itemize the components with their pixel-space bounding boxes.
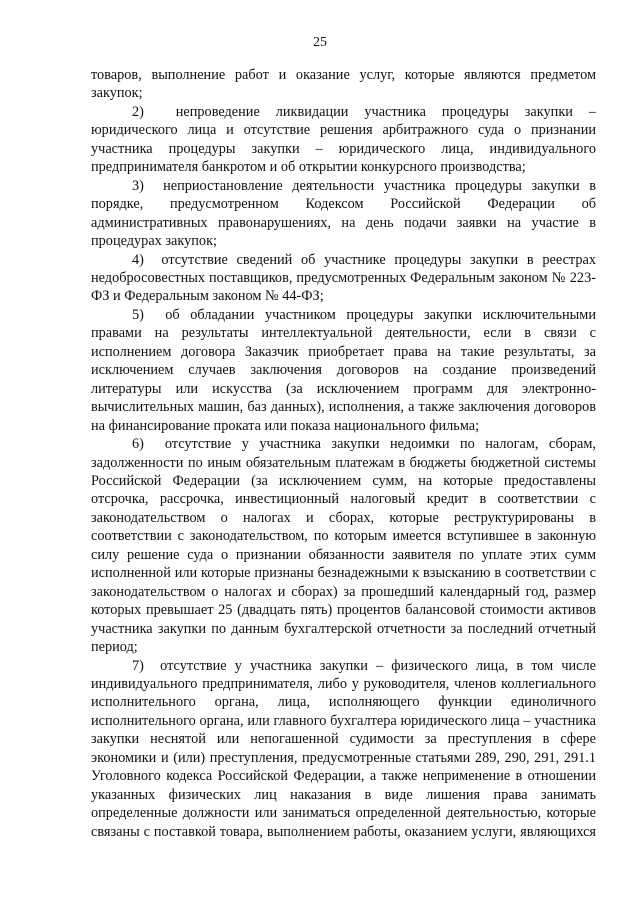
list-item-6: 6) отсутствие у участника закупки недоимки по налогам, сборам, задолженности по иным обязательным платежам в бюджеты бюджетной системы Российской Федерации (за исключением сумм, на которые предоставлены отсрочка, рассрочка, инвестиционный налоговый кредит в соответствии с законодательством о налогах и сборах, которые реструктурированы в соответствии с законодательством, по которым имеется вступившее в законную силу решение суда о признании обязанности заявителя по уплате этих сумм исполненной или которые признаны безнадежными к взысканию в соответствии с законодательством о налогах и сборах) за прошедший календарный год, размер которых превышает 25 (двадцать пять) процентов балансовой стоимости активов участника закупки по данным бухгалтерской отчетности за последний отчетный период; <box>91 436 596 656</box>
list-item-4: 4) отсутствие сведений об участнике процедуры закупки в реестрах недобросовестных поставщиков, предусмотренных Федеральным законом № 223-ФЗ и Федеральным законом № 44-ФЗ; <box>91 251 596 305</box>
page-number: 25 <box>313 35 327 50</box>
document-body <box>91 66 596 841</box>
list-item-2: 2) непроведение ликвидации участника процедуры закупки – юридического лица и отсутствие решения арбитражного суда о признании участника процедуры закупки – юридического лица, индивидуального предпринимателя банкротом и об открытии конкурсного производства; <box>91 103 596 176</box>
paragraph-continuation: товаров, выполнение работ и оказание услуг, которые являются предметом закупок; <box>91 67 596 102</box>
list-item-5: 5) об обладании участником процедуры закупки исключительными правами на результаты интеллектуальной деятельности, если в связи с исполнением договора Заказчик приобретает права на такие результаты, за исключением случаев заключения договоров на создание произведений литературы или искусства (за исключением программ для электронно-вычислительных машин, баз данных), исполнения, а также заключения договоров на финансирование проката или показа национального фильма; <box>91 306 596 434</box>
list-item-3: 3) неприостановление деятельности участника процедуры закупки в порядке, предусмотренном Кодексом Российской Федерации об административных правонарушениях, на день подачи заявки на участие в процедурах закупок; <box>91 177 596 250</box>
list-item-7: 7) отсутствие у участника закупки – физического лица, в том числе индивидуального предпринимателя, либо у руководителя, членов коллегиального исполнительного органа, лица, исполняющего функции единоличного исполнительного органа, или главного бухгалтера юридического лица – участника закупки неснятой или непогашенной судимости за преступления в сфере экономики и (или) преступления, предусмотренные статьями 289, 290, 291, 291.1 Уголовного кодекса Российской Федерации, а также неприменение в отношении указанных физических лиц наказания в виде лишения права занимать определенные должности или заниматься определенной деятельностью, которые связаны с поставкой товара, выполнением работы, оказанием услуги, являющихся <box>91 657 596 840</box>
